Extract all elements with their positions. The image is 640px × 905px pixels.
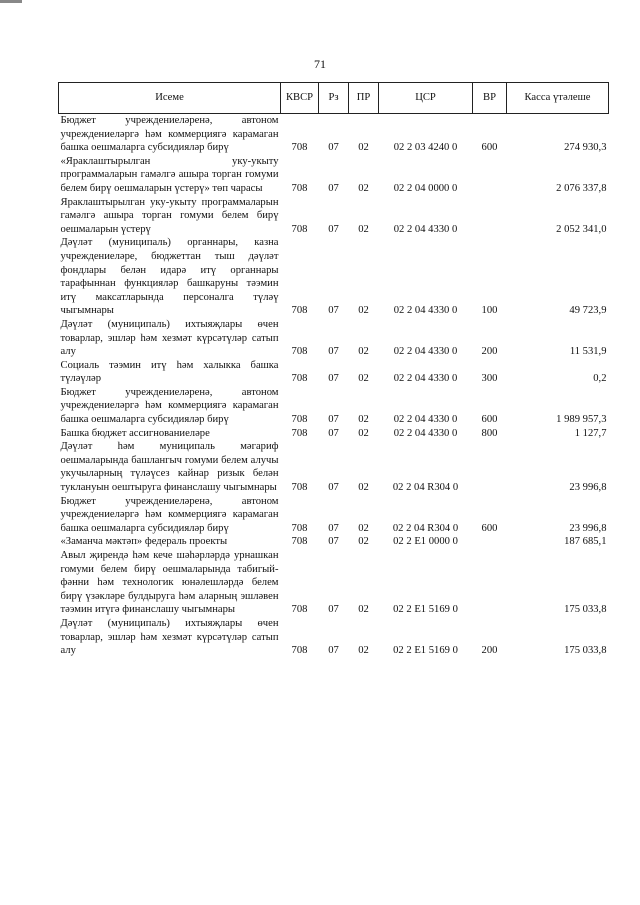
- row-rz: 07: [328, 604, 339, 616]
- row-amount: 2 076 337,8: [556, 182, 607, 194]
- row-csr: 02 2 04 4330 0: [393, 305, 458, 317]
- row-rz: 07: [328, 536, 339, 548]
- row-rz: 07: [328, 482, 339, 494]
- row-name: Бюджет учреждениеләренә, автоном учреждениеләргә һәм коммерциягә карамаган башка оешмаларга субсидияләр бирү: [60, 115, 279, 154]
- row-kvsr: 708: [291, 223, 308, 235]
- row-csr: 02 2 04 4330 0: [393, 223, 458, 235]
- row-pr: 02: [358, 645, 369, 657]
- table-header-row: [59, 83, 609, 114]
- table-row: [59, 427, 609, 441]
- row-name: «Яраклаштырылган уку-укыту программаларын гамәлгә ашыра торган гомуми белем бирү оешмаларын үстерү» төп чарасы: [60, 155, 279, 194]
- row-name: Башка бюджет ассигнованиеләре: [60, 427, 210, 439]
- table-row: [59, 549, 609, 617]
- table-row: [59, 535, 609, 549]
- row-amount: 49 723,9: [569, 305, 607, 317]
- row-vr: [473, 549, 507, 617]
- row-name: «Заманча мәктәп» федераль проекты: [60, 536, 228, 548]
- row-name: Дәүләт һәм муниципаль мәгариф оешмаларында башлангыч гомуми белем алучы укучыларның түләүсез кайнар ризык белән туклануын оештыруга финанслашу чыгымнары: [60, 441, 279, 494]
- table-row: [59, 236, 609, 318]
- table-row: [59, 440, 609, 494]
- header-rz: Рз: [319, 83, 349, 114]
- row-rz: 07: [328, 645, 339, 657]
- row-amount: 175 033,8: [564, 604, 607, 616]
- row-kvsr: 708: [291, 373, 308, 385]
- table-row: [59, 155, 609, 196]
- row-rz: 07: [328, 414, 339, 426]
- row-csr: 02 2 04 R304 0: [392, 482, 459, 494]
- row-amount: 274 930,3: [564, 142, 607, 154]
- row-csr: 02 2 04 4330 0: [393, 427, 458, 439]
- table-row: [59, 114, 609, 155]
- row-vr: [473, 535, 507, 549]
- row-pr: 02: [358, 604, 369, 616]
- row-csr: 02 2 04 R304 0: [392, 522, 459, 534]
- row-pr: 02: [358, 346, 369, 358]
- row-amount: 23 996,8: [569, 482, 607, 494]
- row-pr: 02: [358, 223, 369, 235]
- scan-corner-mark: [0, 0, 22, 3]
- row-name: Дәүләт (муниципаль) ихтыяҗлары өчен товарлар, эшләр һәм хезмәт күрсәтүләр сатып алу: [60, 617, 279, 657]
- header-kvsr: КВСР: [281, 83, 319, 114]
- row-pr: 02: [358, 305, 369, 317]
- table-row: [59, 495, 609, 536]
- row-rz: 07: [328, 182, 339, 194]
- row-vr: 800: [481, 427, 498, 439]
- row-csr: 02 2 E1 5169 0: [393, 645, 458, 657]
- row-amount: 23 996,8: [569, 522, 607, 534]
- table-row: [59, 617, 609, 658]
- row-name: Бюджет учреждениеләренә, автоном учреждениеләргә һәм коммерциягә карамаган башка оешмаларга субсидияләр бирү: [60, 386, 279, 426]
- row-csr: 02 2 E1 0000 0: [393, 536, 458, 548]
- row-name: Бюджет учреждениеләренә, автоном учреждениеләргә һәм коммерциягә карамаган башка оешмаларга субсидияләр бирү: [60, 495, 279, 534]
- row-rz: 07: [328, 522, 339, 534]
- row-amount: 2 052 341,0: [556, 223, 607, 235]
- row-kvsr: 708: [291, 522, 308, 534]
- row-amount: 11 531,9: [569, 346, 607, 358]
- row-kvsr: 708: [291, 427, 308, 439]
- row-pr: 02: [358, 522, 369, 534]
- row-rz: 07: [328, 223, 339, 235]
- row-amount: 1 989 957,3: [556, 414, 607, 426]
- row-kvsr: 708: [291, 482, 308, 494]
- header-name: Исеме: [59, 83, 281, 114]
- row-kvsr: 708: [291, 536, 308, 548]
- row-kvsr: 708: [291, 346, 308, 358]
- row-name: Дәүләт (муниципаль) органнары, казна учреждениеләре, бюджеттан тыш дәүләт фондлары белән идарә итү органнары тарафыннан функцияләр башкаруны тәэмин итү максатларында персоналга түләү чыгымнары: [60, 237, 279, 317]
- row-pr: 02: [358, 536, 369, 548]
- row-kvsr: 708: [291, 182, 308, 194]
- row-kvsr: 708: [291, 414, 308, 426]
- table-row: [59, 196, 609, 237]
- row-vr: 600: [481, 522, 498, 534]
- header-csr: ЦСР: [379, 83, 473, 114]
- header-amount: Касса үтәлеше: [507, 83, 609, 114]
- row-vr: 200: [481, 346, 498, 358]
- row-name: Авыл җирендә һәм кече шәһәрләрдә урнашкан гомуми белем бирү оешмаларында табигый-фәнни һәм технологик юнәлешләрдә белем бирү үзәкләре булдыруга һәм аларның эшләвен тәэмин итүгә финанслашу чыгымнары: [60, 550, 279, 616]
- row-vr: 200: [481, 645, 498, 657]
- budget-table: [58, 82, 609, 658]
- row-csr: 02 2 04 0000 0: [393, 182, 458, 194]
- row-vr: [473, 155, 507, 196]
- row-rz: 07: [328, 305, 339, 317]
- row-vr: 600: [481, 142, 498, 154]
- row-pr: 02: [358, 142, 369, 154]
- row-vr: 100: [481, 305, 498, 317]
- row-name: Дәүләт (муниципаль) ихтыяҗлары өчен товарлар, эшләр һәм хезмәт күрсәтүләр сатып алу: [60, 318, 279, 358]
- row-kvsr: 708: [291, 142, 308, 154]
- row-rz: 07: [328, 142, 339, 154]
- row-vr: 300: [481, 373, 498, 385]
- table-row: [59, 318, 609, 359]
- row-vr: 600: [481, 414, 498, 426]
- row-name: Яраклаштырылган уку-укыту программаларын гамәлгә ашыра торган гомуми белем бирү оешмаларын үстерү: [60, 196, 279, 235]
- row-pr: 02: [358, 427, 369, 439]
- row-csr: 02 2 03 4240 0: [393, 142, 458, 154]
- row-pr: 02: [358, 182, 369, 194]
- header-pr: ПР: [349, 83, 379, 114]
- row-csr: 02 2 04 4330 0: [393, 414, 458, 426]
- row-kvsr: 708: [291, 645, 308, 657]
- row-pr: 02: [358, 414, 369, 426]
- table-row: [59, 359, 609, 386]
- row-name: Социаль тәэмин итү һәм халыкка башка түләүләр: [60, 359, 279, 385]
- row-amount: 0,2: [593, 373, 607, 385]
- row-csr: 02 2 04 4330 0: [393, 373, 458, 385]
- row-pr: 02: [358, 373, 369, 385]
- row-amount: 1 127,7: [574, 427, 607, 439]
- row-vr: [473, 440, 507, 494]
- page-number: 71: [314, 57, 326, 71]
- row-rz: 07: [328, 373, 339, 385]
- row-kvsr: 708: [291, 604, 308, 616]
- row-pr: 02: [358, 482, 369, 494]
- row-rz: 07: [328, 346, 339, 358]
- row-kvsr: 708: [291, 305, 308, 317]
- row-amount: 187 685,1: [564, 536, 607, 548]
- row-amount: 175 033,8: [564, 645, 607, 657]
- table-row: [59, 386, 609, 427]
- row-rz: 07: [328, 427, 339, 439]
- row-vr: [473, 196, 507, 237]
- row-csr: 02 2 E1 5169 0: [393, 604, 458, 616]
- row-csr: 02 2 04 4330 0: [393, 346, 458, 358]
- header-vr: ВР: [473, 83, 507, 114]
